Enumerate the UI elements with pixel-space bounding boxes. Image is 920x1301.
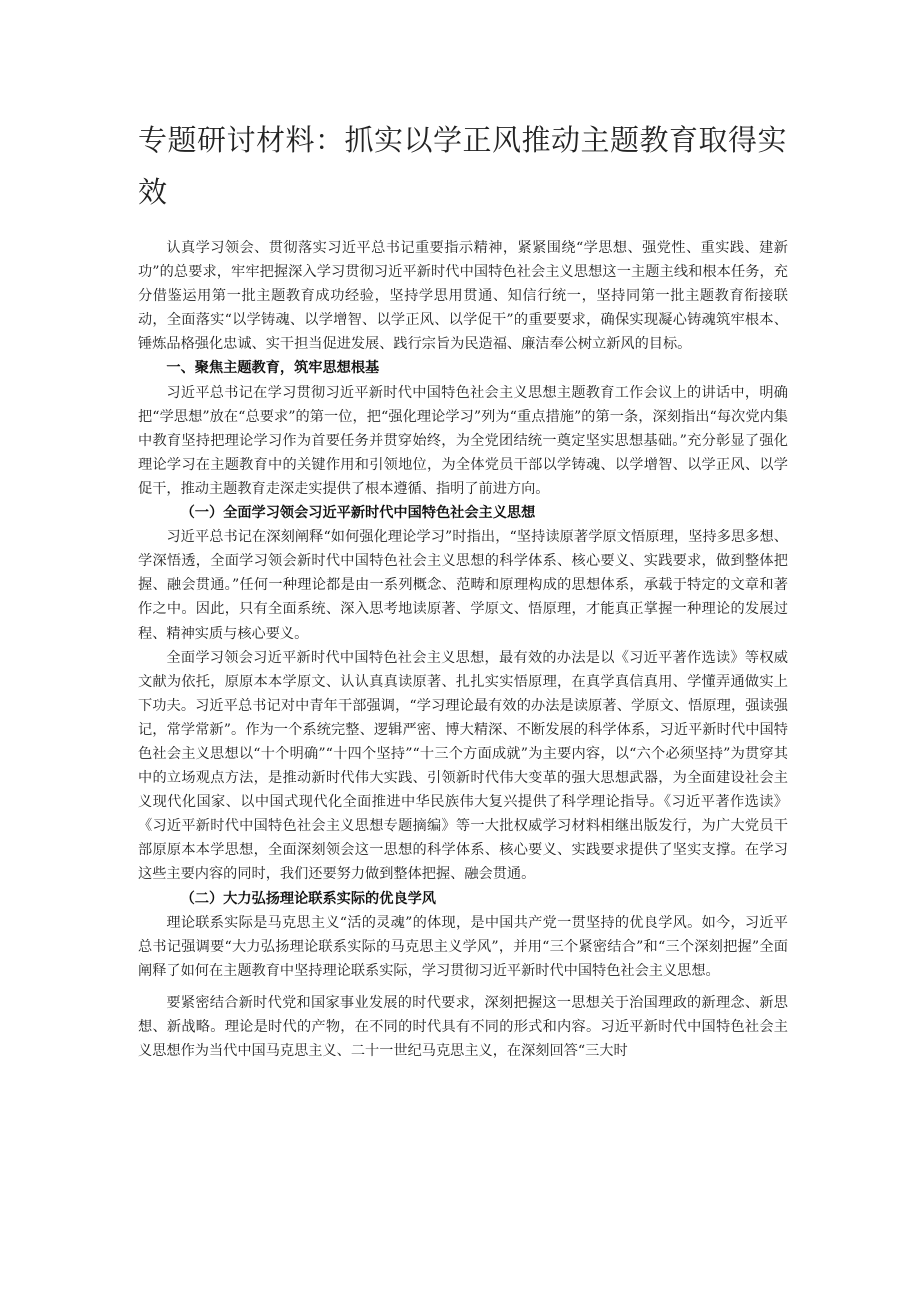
subsection-heading-2: （二）大力弘扬理论联系实际的优良学风 <box>180 890 436 907</box>
subsection1-paragraph-2: 全面学习领会习近平新时代中国特色社会主义思想，最有效的办法是以《习近平著作选读》等权威文献为依托，原原本本学原文、认认真真读原著、扎扎实实悟原理，在真学真信真用、学懂弄通做实上下功夫。习近平总书记对中青年干部强调，“学习理论最有效的办法是读原著、学原文、悟原理，强读强记，常学常新”。作为一个系统完整、逻辑严密、博大精深、不断发展的科学体系，习近平新时代中国特色社会主义思想以“十个明确”“十四个坚持”“十三个方面成就”为主要内容，以“六个必须坚持”为贯穿其中的立场观点方法，是推动新时代伟大实践、引领新时代伟大变革的强大思想武器，为全面建设社会主义现代化国家、以中国式现代化全面推进中华民族伟大复兴提供了科学理论指导。《习近平著作选读》《习近平新时代中国特色社会主义思想专题摘编》等一大批权威学习材料相继出版发行，为广大党员干部原原本本学思想，全面深刻领会这一思想的科学体系、核心要义、实践要求提供了坚实支撑。在学习这些主要内容的同时，我们还要努力做到整体把握、融会贯通。 <box>138 649 788 883</box>
intro-paragraph: 认真学习领会、贯彻落实习近平总书记重要指示精神，紧紧围绕“学思想、强党性、重实践、建新功”的总要求，牢牢把握深入学习贯彻习近平新时代中国特色社会主义思想这一主题主线和根本任务，充分借鉴运用第一批主题教育成功经验，坚持学思用贯通、知信行统一，坚持同第一批主题教育衔接联动，全面落实“以学铸魂、以学增智、以学正风、以学促干”的重要要求，确保实现凝心铸魂筑牢根本、锤炼品格强化忠诚、实干担当促进发展、践行宗旨为民造福、廉洁奉公树立新风的目标。 <box>138 240 788 353</box>
subsection2-paragraph-2: 要紧密结合新时代党和国家事业发展的时代要求，深刻把握这一思想关于治国理政的新理念、新思想、新战略。理论是时代的产物，在不同的时代具有不同的形式和内容。习近平新时代中国特色社会主义思想作为当代中国马克思主义、二十一世纪马克思主义，在深刻回答“三大时 <box>138 994 788 1060</box>
subsection1-paragraph-1: 习近平总书记在深刻阐释“如何强化理论学习”时指出，“坚持读原著学原文悟原理，坚持多思多想、学深悟透，全面学习领会新时代中国特色社会主义思想的科学体系、核心要义、实践要求，做到整体把握、融会贯通。”任何一种理论都是由一系列概念、范畴和原理构成的思想体系，承载于特定的文章和著作之中。因此，只有全面系统、深入思考地读原著、学原文、悟原理，才能真正掌握一种理论的发展过程、精神实质与核心要义。 <box>138 529 788 642</box>
subsection-heading-1: （一）全面学习领会习近平新时代中国特色社会主义思想 <box>180 505 536 522</box>
document-page <box>138 114 788 1063</box>
section-heading-1: 一、聚焦主题教育，筑牢思想根基 <box>166 360 380 377</box>
subsection2-paragraph-1: 理论联系实际是马克思主义“活的灵魂”的体现，是中国共产党一贯坚持的优良学风。如今，习近平总书记强调要“大力弘扬理论联系实际的马克思主义学风”，并用“三个紧密结合”和“三个深刻把握”全面阐释了如何在主题教育中坚持理论联系实际，学习贯彻习近平新时代中国特色社会主义思想。 <box>138 914 788 979</box>
document-title: 专题研讨材料：抓实以学正风推动主题教育取得实效 <box>138 123 788 209</box>
section1-paragraph: 习近平总书记在学习贯彻习近平新时代中国特色社会主义思想主题教育工作会议上的讲话中，明确把“学思想”放在“总要求”的第一位，把“强化理论学习”列为“重点措施”的第一条，深刻指出“每次党内集中教育坚持把理论学习作为首要任务并贯穿始终，为全党团结统一奠定坚实思想基础。”充分彰显了强化理论学习在主题教育中的关键作用和引领地位，为全体党员干部以学铸魂、以学增智、以学正风、以学促干，推动主题教育走深走实提供了根本遵循、指明了前进方向。 <box>138 384 788 497</box>
